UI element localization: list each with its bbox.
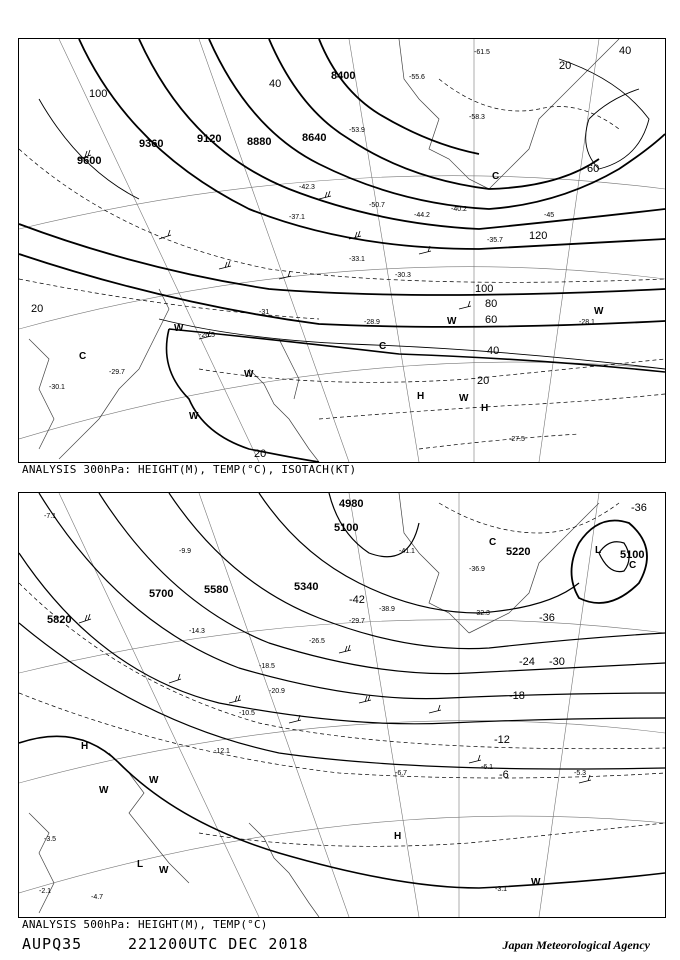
station-temp: -53.9 bbox=[349, 127, 365, 134]
station-temp: -30.1 bbox=[49, 384, 65, 391]
map-panel-300hpa bbox=[18, 38, 666, 463]
station-temp: -7.1 bbox=[44, 513, 57, 520]
high-center: H bbox=[417, 391, 425, 402]
height-label: 5700 bbox=[149, 588, 174, 600]
warm-center: W bbox=[159, 865, 169, 876]
station-temp: -32.3 bbox=[474, 610, 490, 617]
height-label: 5100 bbox=[620, 549, 645, 561]
station-temp: -26.5 bbox=[309, 638, 325, 645]
isotach-label: 100 bbox=[475, 283, 494, 295]
cold-center: C bbox=[492, 171, 500, 182]
height-contours bbox=[19, 493, 665, 888]
height-label: 4980 bbox=[339, 498, 364, 510]
high-center: H bbox=[394, 831, 402, 842]
warm-center: W bbox=[594, 306, 604, 317]
chart-code: AUPQ35 bbox=[22, 935, 83, 953]
isotach-label: 20 bbox=[477, 375, 490, 387]
isotherm-label: -6 bbox=[499, 769, 509, 781]
agency-credit: Japan Meteorological Agency bbox=[502, 938, 650, 952]
station-temp: -61.5 bbox=[474, 49, 490, 56]
station-temp: -27.5 bbox=[509, 436, 525, 443]
height-label: 5580 bbox=[204, 584, 229, 596]
isotach-label: 40 bbox=[487, 345, 500, 357]
isotherm-label: -36 bbox=[539, 612, 555, 624]
station-temp: -31 bbox=[259, 309, 270, 316]
height-contours bbox=[19, 39, 665, 327]
station-temp: -33.1 bbox=[349, 256, 365, 263]
isotach-label: 40 bbox=[269, 78, 282, 90]
station-temp: -2.1 bbox=[39, 888, 52, 895]
station-temp: -4.7 bbox=[91, 894, 104, 901]
isotach-label: 20 bbox=[254, 448, 267, 460]
isotach-label: 100 bbox=[89, 88, 108, 100]
station-temp: -45 bbox=[544, 212, 555, 219]
latlon-grid bbox=[19, 493, 665, 917]
isotach-label: 60 bbox=[587, 163, 600, 175]
isotherm-labels bbox=[349, 502, 647, 781]
station-temp: -37.1 bbox=[289, 214, 305, 221]
wind-barbs bbox=[79, 150, 471, 339]
station-temp: -28.9 bbox=[364, 319, 380, 326]
station-temp: -20.9 bbox=[269, 688, 285, 695]
warm-center: W bbox=[459, 393, 469, 404]
isotherm-label: -30 bbox=[549, 656, 565, 668]
station-temps bbox=[49, 49, 595, 443]
warm-center: W bbox=[149, 775, 159, 786]
warm-center: W bbox=[244, 369, 254, 380]
station-temp: -26.5 bbox=[199, 332, 215, 339]
cold-center: C bbox=[379, 341, 387, 352]
isotach-label: 20 bbox=[559, 60, 572, 72]
warm-center: W bbox=[99, 785, 109, 796]
station-temp: -10.5 bbox=[239, 710, 255, 717]
station-temp: -5.3 bbox=[574, 770, 587, 777]
isotherm-label: -42 bbox=[349, 594, 365, 606]
cold-center: C bbox=[489, 537, 497, 548]
warm-center: W bbox=[447, 316, 457, 327]
cold-center: C bbox=[79, 351, 87, 362]
height-label: 8640 bbox=[302, 132, 327, 144]
station-temp: -40.2 bbox=[451, 206, 467, 213]
station-temp: -30.3 bbox=[395, 272, 411, 279]
station-temp: -58.3 bbox=[469, 114, 485, 121]
station-temp: -3.1 bbox=[495, 886, 508, 893]
station-temp: -6.1 bbox=[481, 764, 494, 771]
warm-center: W bbox=[189, 411, 199, 422]
station-temp: -3.5 bbox=[44, 836, 57, 843]
warm-center: W bbox=[531, 877, 541, 888]
station-temp: -42.3 bbox=[299, 184, 315, 191]
height-label: 5220 bbox=[506, 546, 531, 558]
isotach-label: 20 bbox=[31, 303, 44, 315]
low-center: L bbox=[137, 859, 144, 870]
station-temp: -35.7 bbox=[487, 237, 503, 244]
height-labels bbox=[47, 498, 644, 626]
isotherm-label: -24 bbox=[519, 656, 535, 668]
high-center: H bbox=[481, 403, 489, 414]
station-temp: -28.1 bbox=[579, 319, 595, 326]
height-label: 9360 bbox=[139, 138, 164, 150]
height-label: 8400 bbox=[331, 70, 356, 82]
panel-caption-300hpa: ANALYSIS 300hPa: HEIGHT(M), TEMP(°C), ISOTACH(KT) bbox=[22, 463, 357, 476]
station-temp: -29.7 bbox=[109, 369, 125, 376]
height-label: 5820 bbox=[47, 614, 72, 626]
station-temp: -9.9 bbox=[179, 548, 192, 555]
station-temp: -6.7 bbox=[395, 770, 408, 777]
station-temp: -50.7 bbox=[369, 202, 385, 209]
panel-caption-500hpa: ANALYSIS 500hPa: HEIGHT(M), TEMP(°C) bbox=[22, 918, 268, 931]
valid-time: 221200UTC DEC 2018 bbox=[128, 935, 309, 953]
map-500hpa bbox=[19, 493, 665, 917]
station-temp: -38.9 bbox=[379, 606, 395, 613]
height-label: 5100 bbox=[334, 522, 359, 534]
isotach-label: 60 bbox=[485, 314, 498, 326]
low-center: L bbox=[595, 545, 602, 556]
isotherm-label: -12 bbox=[494, 734, 510, 746]
isotach-label: 80 bbox=[485, 298, 498, 310]
height-labels bbox=[77, 70, 355, 167]
station-temp: -18.5 bbox=[259, 663, 275, 670]
high-center: H bbox=[81, 741, 89, 752]
warm-center: W bbox=[174, 323, 184, 334]
station-temp: -44.2 bbox=[414, 212, 430, 219]
isotach-label: 120 bbox=[529, 230, 548, 242]
station-temp: -14.3 bbox=[189, 628, 205, 635]
height-label: 8880 bbox=[247, 136, 272, 148]
height-label: 9120 bbox=[197, 133, 222, 145]
map-300hpa bbox=[19, 39, 665, 462]
isotherm-label: -36 bbox=[631, 502, 647, 514]
station-temp: -55.6 bbox=[409, 74, 425, 81]
cold-center: C bbox=[629, 560, 637, 571]
station-temp: -29.7 bbox=[349, 618, 365, 625]
station-temp: -41.1 bbox=[399, 548, 415, 555]
station-temps bbox=[39, 513, 586, 901]
isotherms bbox=[19, 503, 665, 846]
map-panel-500hpa bbox=[18, 492, 666, 918]
height-label: 5340 bbox=[294, 581, 319, 593]
station-temp: -36.9 bbox=[469, 566, 485, 573]
height-label: 9600 bbox=[77, 155, 102, 167]
isotach-label: 40 bbox=[619, 45, 632, 57]
isotherm-label: -18 bbox=[509, 690, 525, 702]
station-temp: -12.1 bbox=[214, 748, 230, 755]
